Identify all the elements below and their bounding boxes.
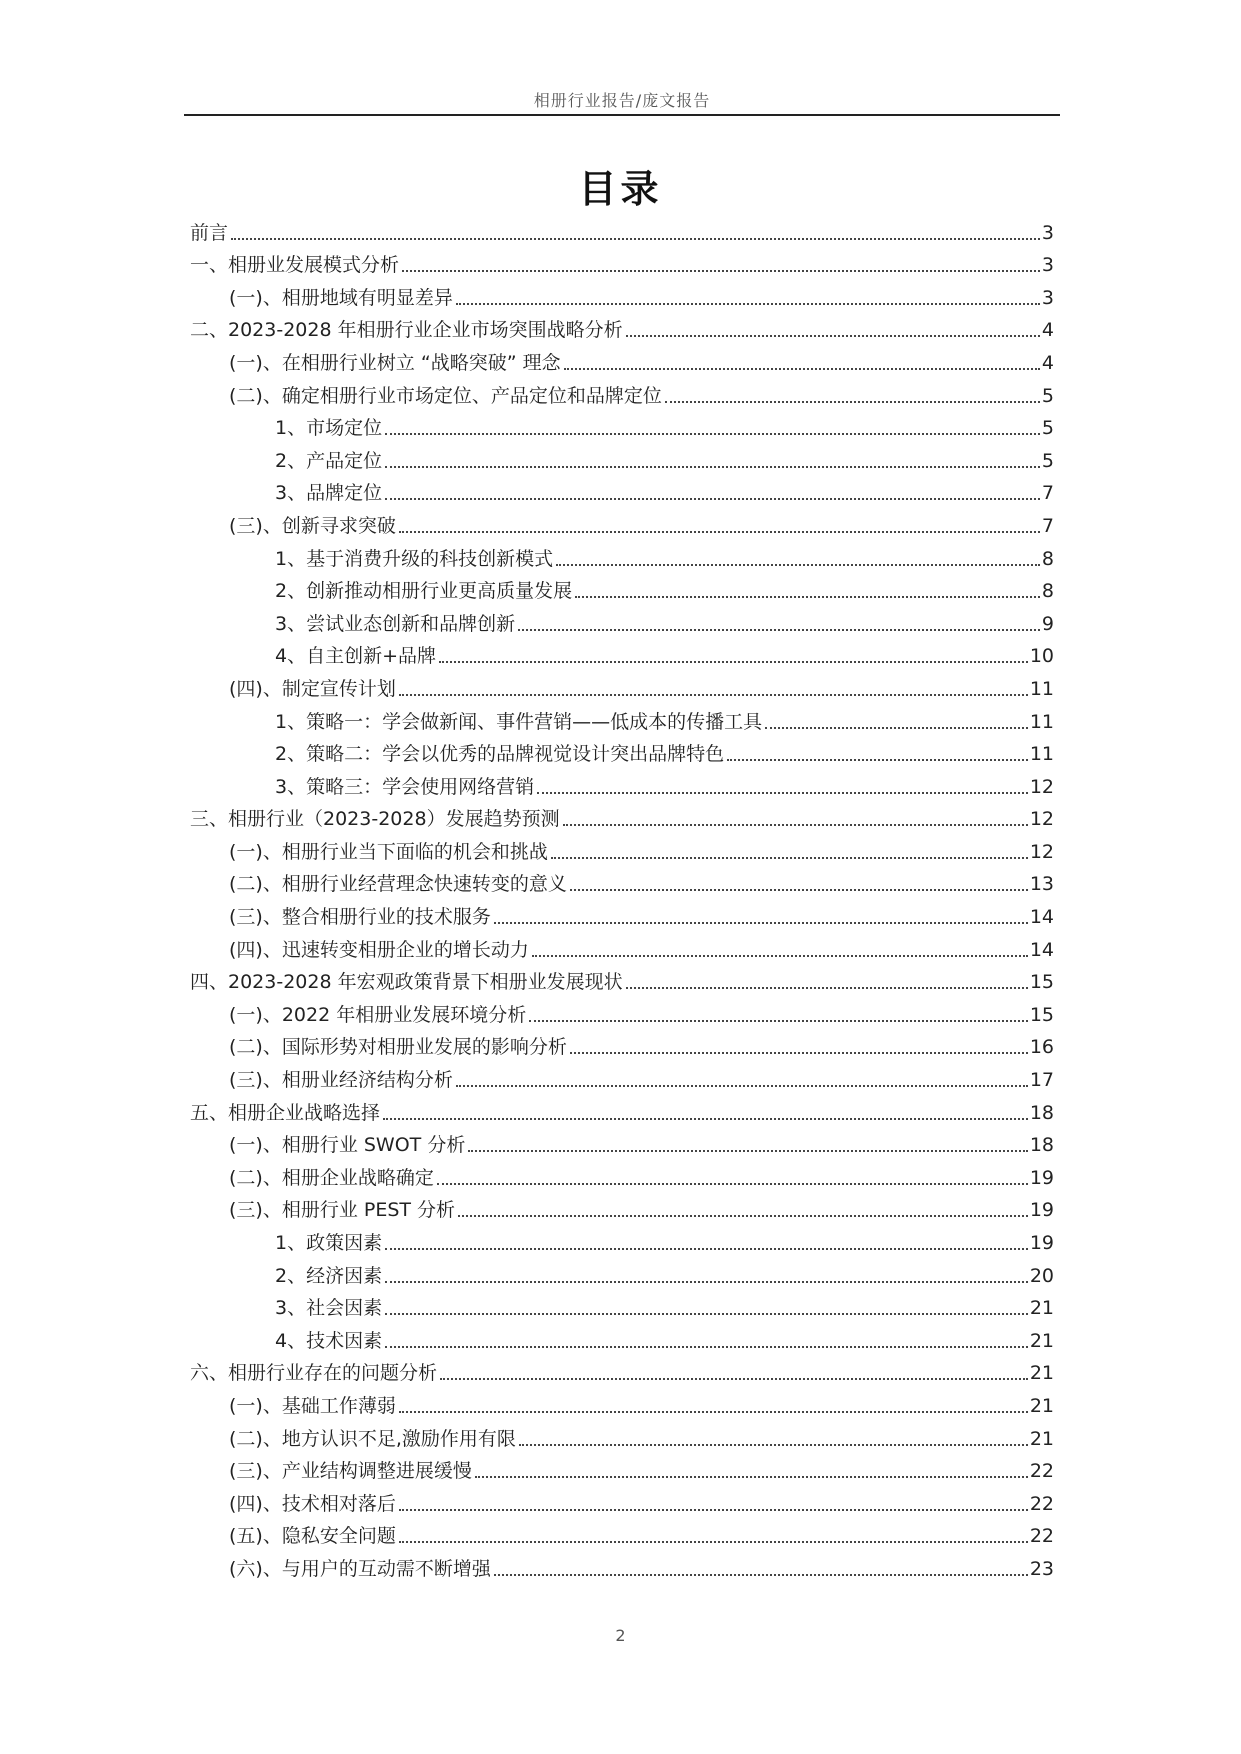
toc-dot-leader <box>458 1215 1028 1217</box>
toc-entry-page: 7 <box>1041 514 1054 537</box>
toc-entry[interactable] <box>190 1031 1054 1064</box>
toc-entry-page: 20 <box>1029 1264 1054 1287</box>
toc-entry-page: 21 <box>1029 1362 1054 1385</box>
toc-entry[interactable] <box>190 249 1054 282</box>
toc-entry-title: 3、社会因素 <box>275 1297 383 1320</box>
toc-entry-page: 11 <box>1029 743 1054 766</box>
toc-entry[interactable] <box>190 705 1054 738</box>
toc-entry[interactable] <box>190 444 1054 477</box>
toc-entry-title: 三、相册行业（2023-2028）发展趋势预测 <box>190 808 560 831</box>
running-header: 相册行业报告/庞文报告 <box>533 91 711 110</box>
toc-entry-title: (二)、地方认识不足,激励作用有限 <box>229 1427 516 1450</box>
toc-entry[interactable] <box>190 509 1054 542</box>
toc-entry[interactable] <box>190 1161 1054 1194</box>
toc-entry-title: (一)、相册行业当下面临的机会和挑战 <box>229 840 548 863</box>
toc-entry-page: 5 <box>1041 384 1054 407</box>
toc-entry-title: (六)、与用户的互动需不断增强 <box>229 1557 491 1580</box>
toc-entry-page: 5 <box>1041 417 1054 440</box>
toc-entry[interactable] <box>190 314 1054 347</box>
toc-dot-leader <box>385 1248 1028 1250</box>
toc-dot-leader <box>475 1476 1028 1478</box>
toc-entry-page: 10 <box>1029 645 1054 668</box>
toc-entry-title: 五、相册企业战略选择 <box>190 1101 381 1124</box>
toc-entry-page: 7 <box>1041 482 1054 505</box>
toc-entry-title: 4、技术因素 <box>275 1329 383 1352</box>
toc-entry-title: 二、2023-2028 年相册行业企业市场突围战略分析 <box>190 319 623 342</box>
toc-dot-leader <box>494 1574 1028 1576</box>
toc-entry[interactable] <box>190 607 1054 640</box>
toc-entry-page: 19 <box>1029 1166 1054 1189</box>
toc-entry-page: 18 <box>1029 1134 1054 1157</box>
toc-entry[interactable] <box>190 1552 1054 1585</box>
toc-entry-title: 一、相册业发展模式分析 <box>190 254 400 277</box>
toc-entry-title: 4、自主创新+品牌 <box>275 645 437 668</box>
toc-dot-leader <box>551 857 1028 859</box>
page-number: 2 <box>615 1626 626 1645</box>
toc-entry-title: 1、政策因素 <box>275 1232 383 1254</box>
toc-dot-leader <box>385 498 1040 500</box>
toc-entry[interactable] <box>190 835 1054 868</box>
toc-dot-leader <box>665 401 1040 403</box>
toc-dot-leader <box>563 824 1028 826</box>
toc-dot-leader <box>440 1378 1028 1380</box>
toc-entry-page: 14 <box>1029 938 1054 961</box>
toc-dot-leader <box>456 303 1040 305</box>
toc-entry-title: (二)、确定相册行业市场定位、产品定位和品牌定位 <box>229 384 662 407</box>
toc-entry[interactable] <box>190 1096 1054 1129</box>
toc-entry-page: 5 <box>1041 449 1054 472</box>
toc-entry-title: (一)、基础工作薄弱 <box>229 1394 396 1417</box>
toc-entry-title: (二)、国际形势对相册业发展的影响分析 <box>229 1036 567 1059</box>
toc-entry-title: 3、策略三：学会使用网络营销 <box>275 775 535 798</box>
toc-entry[interactable] <box>190 1292 1054 1325</box>
toc-dot-leader <box>439 661 1028 663</box>
toc-dot-leader <box>385 1281 1028 1283</box>
toc-entry-page: 3 <box>1041 254 1054 277</box>
toc-entry-title: (三)、相册行业 PEST 分析 <box>229 1199 456 1222</box>
toc-entry[interactable] <box>190 900 1054 933</box>
toc-entry[interactable] <box>190 1259 1054 1292</box>
toc-dot-leader <box>385 466 1040 468</box>
toc-entry-page: 12 <box>1029 775 1054 798</box>
toc-dot-leader <box>537 792 1028 794</box>
toc-entry-page: 23 <box>1029 1557 1054 1580</box>
toc-entry-title: 六、相册行业存在的问题分析 <box>190 1362 438 1385</box>
toc-entry-page: 4 <box>1041 351 1054 374</box>
toc-dot-leader <box>399 531 1040 533</box>
toc-entry-page: 21 <box>1029 1297 1054 1320</box>
toc-dot-leader <box>399 1411 1028 1413</box>
toc-entry-title: (五)、隐私安全问题 <box>229 1525 396 1548</box>
toc-dot-leader <box>437 1183 1028 1185</box>
toc-entry[interactable] <box>190 1194 1054 1227</box>
toc-dot-leader <box>575 596 1040 598</box>
toc-entry[interactable] <box>190 1063 1054 1096</box>
toc-entry-page: 12 <box>1029 840 1054 863</box>
toc-entry-page: 3 <box>1041 221 1054 244</box>
toc-dot-leader <box>519 1444 1028 1446</box>
toc-entry-title: (一)、在相册行业树立 “战略突破” 理念 <box>229 351 561 374</box>
toc-entry[interactable] <box>190 933 1054 966</box>
toc-entry-page: 8 <box>1041 547 1054 570</box>
toc-entry-page: 11 <box>1029 677 1054 700</box>
toc-dot-leader <box>468 1150 1027 1152</box>
toc-entry[interactable] <box>190 412 1054 445</box>
toc-entry-page: 21 <box>1029 1427 1054 1450</box>
toc-entry-page: 19 <box>1029 1199 1054 1222</box>
toc-dot-leader <box>564 368 1040 370</box>
toc-entry-title: (三)、整合相册行业的技术服务 <box>229 906 491 929</box>
page-title: 目录 <box>578 166 663 211</box>
toc-entry[interactable] <box>190 998 1054 1031</box>
toc-entry-title: (二)、相册行业经营理念快速转变的意义 <box>229 873 567 896</box>
toc-entry-page: 22 <box>1029 1492 1054 1515</box>
toc-entry-page: 15 <box>1029 1003 1054 1026</box>
toc-entry-title: 2、产品定位 <box>275 449 383 472</box>
toc-dot-leader <box>231 238 1040 240</box>
toc-entry[interactable] <box>190 868 1054 901</box>
toc-dot-leader <box>626 987 1028 989</box>
toc-dot-leader <box>385 1313 1028 1315</box>
toc-entry-page: 8 <box>1041 580 1054 603</box>
toc-entry-title: 前言 <box>190 221 229 244</box>
toc-entry-page: 16 <box>1029 1036 1054 1059</box>
toc-dot-leader <box>765 727 1028 729</box>
table-of-contents <box>190 216 1054 1585</box>
toc-dot-leader <box>399 1509 1028 1511</box>
toc-dot-leader <box>494 922 1028 924</box>
toc-dot-leader <box>626 335 1040 337</box>
toc-entry-page: 19 <box>1029 1232 1054 1254</box>
toc-entry[interactable] <box>190 379 1054 412</box>
toc-entry[interactable] <box>190 672 1054 705</box>
toc-entry-page: 17 <box>1029 1069 1054 1092</box>
toc-entry[interactable] <box>190 542 1054 575</box>
toc-entry-title: 2、创新推动相册行业更高质量发展 <box>275 580 573 603</box>
toc-entry-page: 13 <box>1029 873 1054 896</box>
toc-entry[interactable] <box>190 1422 1054 1455</box>
toc-entry[interactable] <box>190 1129 1054 1162</box>
toc-entry[interactable] <box>190 1455 1054 1488</box>
toc-entry-title: (三)、产业结构调整进展缓慢 <box>229 1460 472 1483</box>
toc-entry-page: 4 <box>1041 319 1054 342</box>
toc-entry[interactable] <box>190 575 1054 608</box>
toc-entry-title: 2、策略二：学会以优秀的品牌视觉设计突出品牌特色 <box>275 743 725 766</box>
toc-entry-title: 3、品牌定位 <box>275 482 383 505</box>
toc-entry[interactable] <box>190 1324 1054 1357</box>
toc-dot-leader <box>385 433 1040 435</box>
toc-entry-page: 12 <box>1029 808 1054 831</box>
toc-dot-leader <box>518 629 1040 631</box>
toc-entry-title: (一)、相册地域有明显差异 <box>229 286 453 309</box>
toc-entry-title: 1、基于消费升级的科技创新模式 <box>275 547 554 570</box>
toc-dot-leader <box>570 889 1028 891</box>
toc-entry[interactable] <box>190 346 1054 379</box>
toc-entry[interactable] <box>190 1487 1054 1520</box>
toc-entry[interactable] <box>190 738 1054 771</box>
toc-dot-leader <box>399 694 1028 696</box>
toc-entry-page: 14 <box>1029 906 1054 929</box>
toc-dot-leader <box>383 1118 1028 1120</box>
header-divider <box>184 114 1060 116</box>
toc-entry-title: (三)、创新寻求突破 <box>229 514 396 537</box>
toc-dot-leader <box>532 955 1028 957</box>
toc-entry[interactable] <box>190 640 1054 673</box>
toc-dot-leader <box>570 1052 1028 1054</box>
toc-entry[interactable] <box>190 1520 1054 1553</box>
toc-entry[interactable] <box>190 477 1054 510</box>
toc-entry-title: 2、经济因素 <box>275 1264 383 1287</box>
toc-entry-title: (四)、迅速转变相册企业的增长动力 <box>229 938 529 961</box>
toc-dot-leader <box>456 1085 1028 1087</box>
toc-entry[interactable] <box>190 803 1054 836</box>
toc-entry[interactable] <box>190 966 1054 999</box>
toc-entry-page: 21 <box>1029 1329 1054 1352</box>
toc-entry-page: 11 <box>1029 710 1054 733</box>
toc-entry-title: 1、市场定位 <box>275 417 383 440</box>
toc-dot-leader <box>529 1020 1028 1022</box>
toc-entry-title: 四、2023-2028 年宏观政策背景下相册业发展现状 <box>190 971 623 994</box>
toc-entry-page: 15 <box>1029 971 1054 994</box>
toc-entry-page: 9 <box>1041 612 1054 635</box>
toc-entry-title: (二)、相册企业战略确定 <box>229 1166 434 1189</box>
toc-entry-title: 3、尝试业态创新和品牌创新 <box>275 612 516 635</box>
toc-entry-title: (三)、相册业经济结构分析 <box>229 1069 453 1092</box>
toc-dot-leader <box>385 1346 1028 1348</box>
toc-entry[interactable] <box>190 1357 1054 1390</box>
toc-entry-page: 21 <box>1029 1394 1054 1417</box>
toc-entry[interactable] <box>190 770 1054 803</box>
toc-dot-leader <box>402 270 1040 272</box>
toc-entry-title: 1、策略一：学会做新闻、事件营销——低成本的传播工具 <box>275 710 763 733</box>
toc-entry[interactable] <box>190 216 1054 249</box>
toc-entry-title: (四)、技术相对落后 <box>229 1492 396 1515</box>
toc-dot-leader <box>727 759 1028 761</box>
toc-entry-title: (一)、相册行业 SWOT 分析 <box>229 1134 466 1157</box>
toc-entry-page: 18 <box>1029 1101 1054 1124</box>
toc-entry-title: (四)、制定宣传计划 <box>229 677 396 700</box>
toc-dot-leader <box>556 564 1040 566</box>
toc-entry-page: 3 <box>1041 286 1054 309</box>
toc-entry[interactable] <box>190 281 1054 314</box>
toc-entry[interactable] <box>190 1226 1054 1259</box>
toc-entry-page: 22 <box>1029 1525 1054 1548</box>
toc-entry[interactable] <box>190 1389 1054 1422</box>
toc-dot-leader <box>399 1541 1028 1543</box>
toc-entry-title: (一)、2022 年相册业发展环境分析 <box>229 1003 527 1026</box>
toc-entry-page: 22 <box>1029 1460 1054 1483</box>
